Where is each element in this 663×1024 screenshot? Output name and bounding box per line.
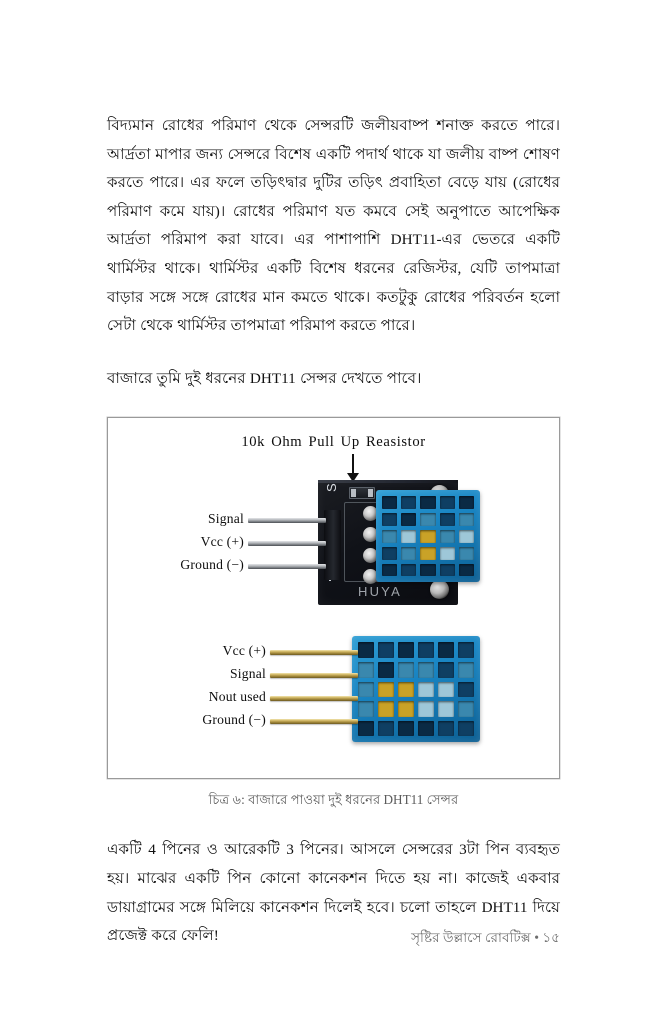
label-top-vcc: Vcc (+) [200, 534, 244, 550]
dht11-bare-sensor [352, 636, 480, 742]
page-footer: সৃষ্টির উল্লাসে রোবটিক্স • ১৫ [411, 930, 560, 945]
dht11-sensor-body-bottom [352, 636, 480, 742]
mounting-hole [430, 580, 449, 599]
pcb-top-edge [318, 480, 458, 483]
pin-signal-wire [270, 673, 358, 678]
sensor-vent-grid [358, 642, 474, 736]
label-bottom-vcc: Vcc (+) [222, 643, 266, 659]
pin-vcc-wire [248, 541, 326, 546]
page-content [107, 112, 560, 951]
pin-signal-wire [248, 518, 326, 523]
label-top-ground: Ground (−) [180, 557, 244, 573]
figure-caption: চিত্র ৬: বাজারে পাওয়া দুই ধরনের DHT11 সেন্সর [208, 792, 459, 808]
pin-notused-wire [270, 696, 358, 701]
label-bottom-signal: Signal [230, 666, 266, 682]
dht11-sensor-body-top [376, 490, 480, 582]
paragraph-spacer [107, 812, 560, 836]
pin-vcc-wire [270, 650, 358, 655]
pin-ground-wire [270, 719, 358, 724]
paragraph-1: বিদ্যমান রোধের পরিমাণ থেকে সেন্সরটি জলীয়বাষ্প শনাক্ত করতে পারে। আর্দ্রতা মাপার জন্য সেন্সরে বিশেষ একটি পদার্থ থাকে যা জলীয় বাষ্প শোষণ করতে পারে। এর ফলে তড়িৎদ্বার দুটির তড়িৎ প্রবাহিতা বেড়ে যায় (রোধের পরিমাণ কমে যায়)। রোধের পরিমাণ যত কমবে সেই অনুপাতে আপেক্ষিক আর্দ্রতা পরিমাপ করা যাবে। এর পাশাপাশি DHT11-এর ভেতরে একটি থার্মিস্টর থাকে। থার্মিস্টর একটি বিশেষ ধরনের রেজিস্টর, যেটি তাপমাত্রা বাড়ার সঙ্গে সঙ্গে রোধের মান কমতে থাকে। কতটুকু রোধের পরিবর্তন হলো সেটা থেকে থার্মিস্টর তাপমাত্রা পরিমাপ করতে পারে। [107, 117, 560, 335]
label-top-signal: Signal [208, 511, 244, 527]
sensor-vent-grid [382, 496, 474, 576]
dht11-breakout-module [318, 480, 458, 605]
figure-block [107, 417, 560, 812]
figure-image [107, 417, 560, 779]
label-bottom-ground: Ground (−) [202, 712, 266, 728]
silkscreen-brand: HUYA [358, 584, 402, 600]
label-bottom-notused: Nout used [208, 689, 266, 705]
pullup-resistor-component [349, 487, 375, 499]
paragraph-spacer [107, 341, 560, 365]
silkscreen-pin-marker: S [324, 483, 339, 493]
pin-header-block [324, 510, 341, 580]
paragraph-2: বাজারে তুমি দুই ধরনের DHT11 সেন্সর দেখতে পাবে। [107, 369, 422, 387]
pin-ground-wire [248, 564, 326, 569]
pullup-resistor-label: 10k Ohm Pull Up Reasistor [241, 434, 426, 451]
paragraph-3: একটি 4 পিনের ও আরেকটি 3 পিনের। আসলে সেন্সরের 3টা পিন ব্যবহৃত হয়। মাঝের একটি পিন কোনো কানেকশন দিতে হয় না। কাজেই একবার ডায়াগ্রামের সঙ্গে মিলিয়ে কানেকশন দিলেই হবে। চলো তাহলে DHT11 দিয়ে প্রজেক্ট করে ফেলি! [107, 841, 560, 945]
